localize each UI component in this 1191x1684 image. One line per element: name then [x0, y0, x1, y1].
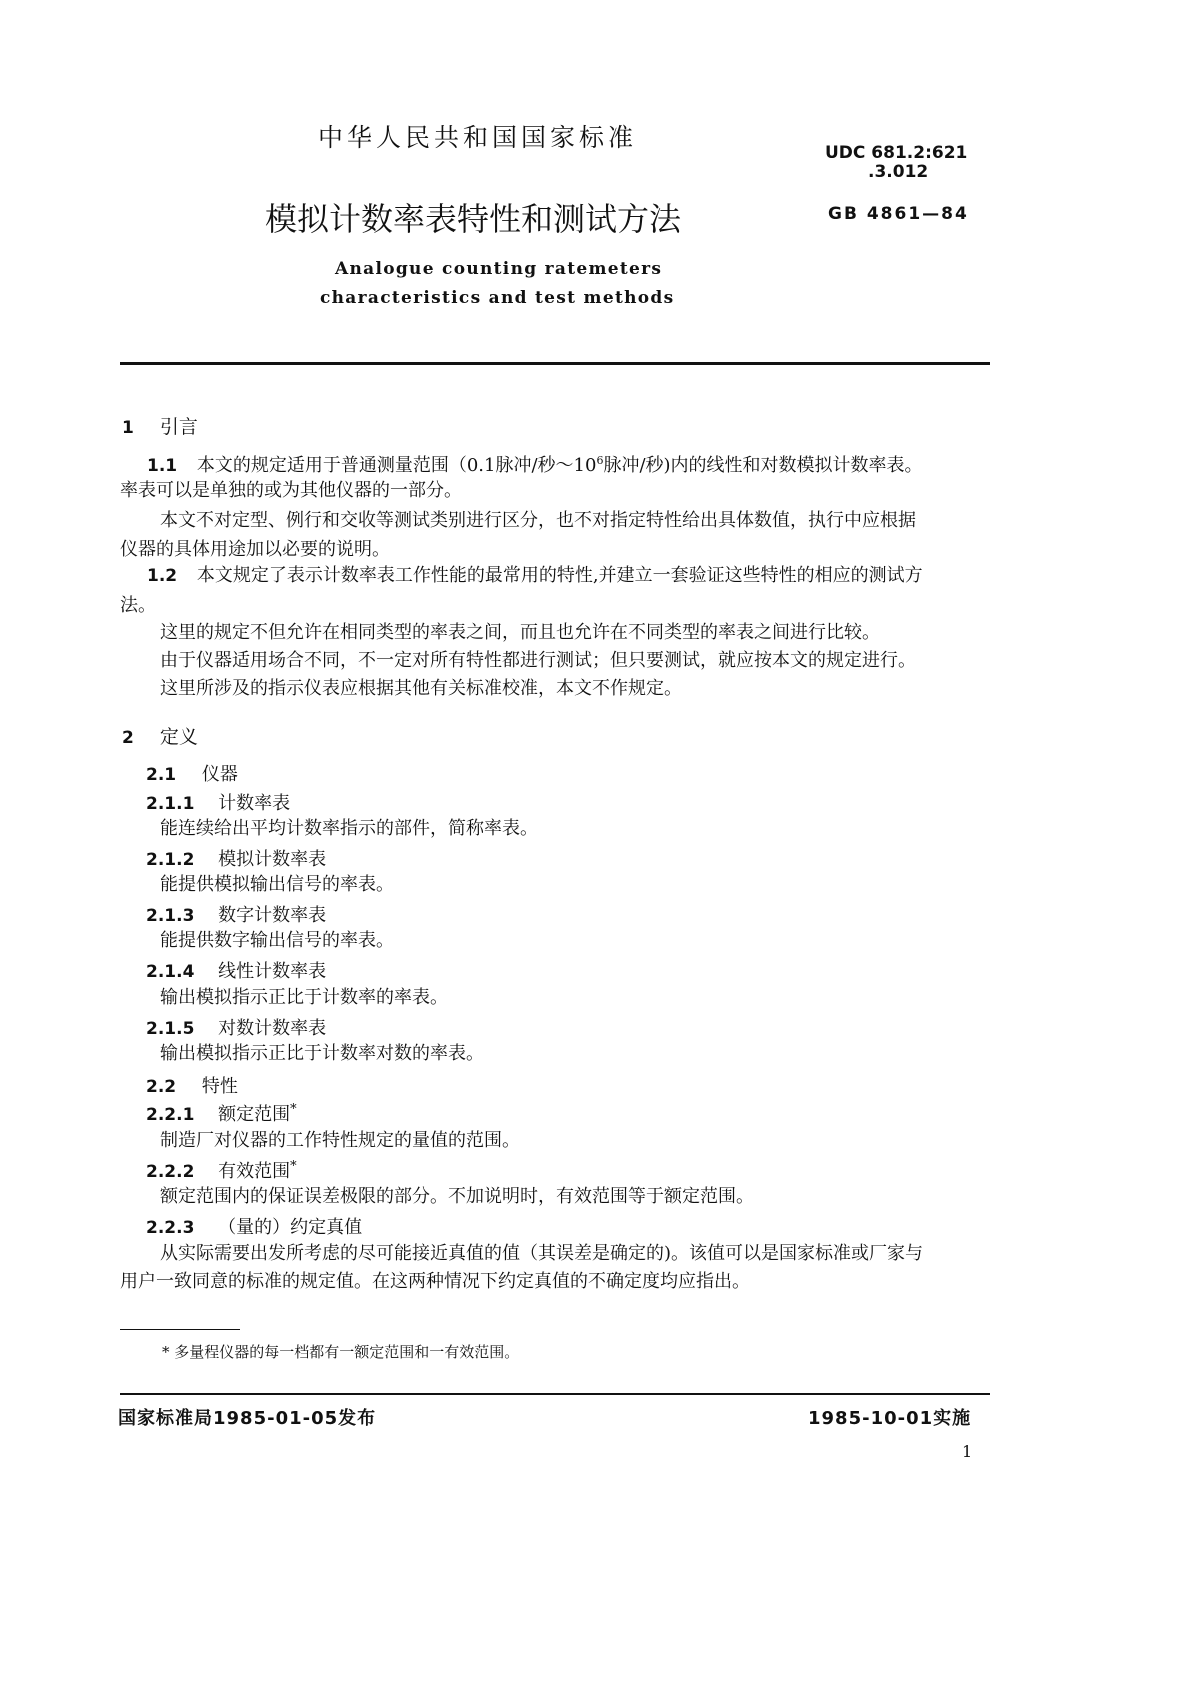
clause-2-2-3	[146, 1213, 362, 1239]
clause-title: 计数率表	[218, 793, 291, 814]
footnote-marker: *	[290, 1159, 297, 1174]
clause-1-1-line2: 率表可以是单独的或为其他仪器的一部分。	[120, 480, 462, 501]
section-title: 引言	[159, 416, 198, 438]
clause-title: 额定范围	[218, 1104, 291, 1125]
clause-2-1-1	[146, 789, 290, 815]
clause-2-2-3-line2: 用户一致同意的标准的规定值。在这两种情况下约定真值的不确定度均应指出。	[120, 1271, 750, 1292]
clause-number: 2.1.1	[146, 794, 195, 814]
clause-2-1-1-text: 能连续给出平均计数率指示的部件，简称率表。	[160, 818, 538, 839]
clause-title: （量的）约定真值	[218, 1217, 363, 1238]
clause-number: 2.2.3	[146, 1218, 195, 1238]
footnote-marker: *	[290, 1102, 297, 1117]
clause-2-2-2-text: 额定范围内的保证误差极限的部分。不加说明时，有效范围等于额定范围。	[160, 1186, 754, 1207]
clause-2-1-3-text: 能提供数字输出信号的率表。	[160, 930, 394, 951]
paragraph-test-categories-line1: 本文不对定型、例行和交收等测试类别进行区分，也不对指定特性给出具体数值，执行中应根据	[160, 510, 916, 531]
clause-title: 有效范围	[218, 1161, 291, 1182]
paragraph-test-categories-line2: 仪器的具体用途加以必要的说明。	[120, 539, 390, 560]
clause-number: 2.1.3	[146, 906, 195, 926]
issue-date: 国家标准局1985-01-05发布	[118, 1408, 377, 1429]
section-title: 定义	[159, 726, 198, 748]
clause-2-2-3-line1: 从实际需要出发所考虑的尽可能接近真值的值（其误差是确定的)。该值可以是国家标准或厂家与	[160, 1243, 924, 1264]
clause-number: 2.1.5	[146, 1019, 195, 1039]
header-rule	[120, 362, 990, 365]
clause-2-2-1	[146, 1100, 297, 1126]
clause-title: 仪器	[201, 764, 238, 785]
clause-number: 2.2	[146, 1077, 177, 1097]
clause-title: 模拟计数率表	[218, 849, 327, 870]
clause-2-1-5-text: 输出模拟指示正比于计数率对数的率表。	[160, 1043, 484, 1064]
clause-number: 2.2.1	[146, 1105, 195, 1125]
page-number: 1	[962, 1442, 973, 1461]
clause-number: 2.1.2	[146, 850, 195, 870]
section-number: 2	[122, 728, 134, 748]
udc-code-line1: UDC 681.2:621	[825, 143, 968, 163]
document-title: 模拟计数率表特性和测试方法	[265, 200, 682, 238]
clause-number: 2.1.4	[146, 962, 195, 982]
clause-title: 特性	[201, 1076, 238, 1097]
clause-title: 对数计数率表	[218, 1018, 327, 1039]
paragraph-calibration: 这里所涉及的指示仪表应根据其他有关标准校准，本文不作规定。	[160, 678, 682, 699]
section-1-heading	[122, 412, 198, 439]
clause-2-2	[146, 1072, 238, 1098]
clause-text: 本文规定了表示计数率表工作性能的最常用的特性,并建立一套验证这些特性的相应的测试方	[196, 565, 923, 586]
superscript: 6	[596, 454, 604, 467]
clause-1-2-line2: 法。	[120, 595, 156, 616]
english-title-line1: Analogue counting ratemeters	[335, 259, 663, 279]
clause-title: 数字计数率表	[218, 905, 327, 926]
clause-2-1-4-text: 输出模拟指示正比于计数率的率表。	[160, 987, 448, 1008]
footer-rule	[120, 1393, 990, 1395]
clause-2-1-2-text: 能提供模拟输出信号的率表。	[160, 874, 394, 895]
footnote-separator	[120, 1329, 240, 1330]
udc-code-line2: .3.012	[868, 162, 929, 182]
gb-number: GB 4861—84	[828, 204, 969, 224]
clause-2-1-5	[146, 1014, 326, 1040]
paragraph-testing-scope: 由于仪器适用场合不同，不一定对所有特性都进行测试；但只要测试，就应按本文的规定进行。	[160, 650, 916, 671]
clause-2-2-2	[146, 1157, 297, 1183]
clause-number: 2.2.2	[146, 1162, 195, 1182]
section-number: 1	[122, 418, 134, 438]
clause-1-2	[147, 561, 1047, 591]
clause-2-1	[146, 760, 238, 786]
clause-number: 1.1	[147, 456, 178, 476]
clause-number: 1.2	[147, 566, 178, 586]
clause-2-1-2	[146, 845, 326, 871]
effective-date: 1985-10-01实施	[808, 1408, 972, 1429]
national-standard-heading: 中华人民共和国国家标准	[318, 123, 638, 152]
clause-text: 本文的规定适用于普通测量范围（0.1脉冲/秒～10	[196, 455, 597, 476]
clause-number: 2.1	[146, 765, 177, 785]
section-2-heading	[122, 722, 198, 749]
english-title-line2: characteristics and test methods	[320, 288, 675, 308]
clause-2-1-3	[146, 901, 326, 927]
clause-2-2-1-text: 制造厂对仪器的工作特性规定的量值的范围。	[160, 1130, 520, 1151]
clause-text-continued: 脉冲/秒)内的线性和对数模拟计数率表。	[603, 455, 923, 476]
paragraph-comparison: 这里的规定不但允许在相同类型的率表之间，而且也允许在不同类型的率表之间进行比较。	[160, 622, 880, 643]
clause-2-1-4	[146, 957, 326, 983]
clause-title: 线性计数率表	[218, 961, 327, 982]
footnote: * 多量程仪器的每一档都有一额定范围和一有效范围。	[162, 1343, 520, 1361]
